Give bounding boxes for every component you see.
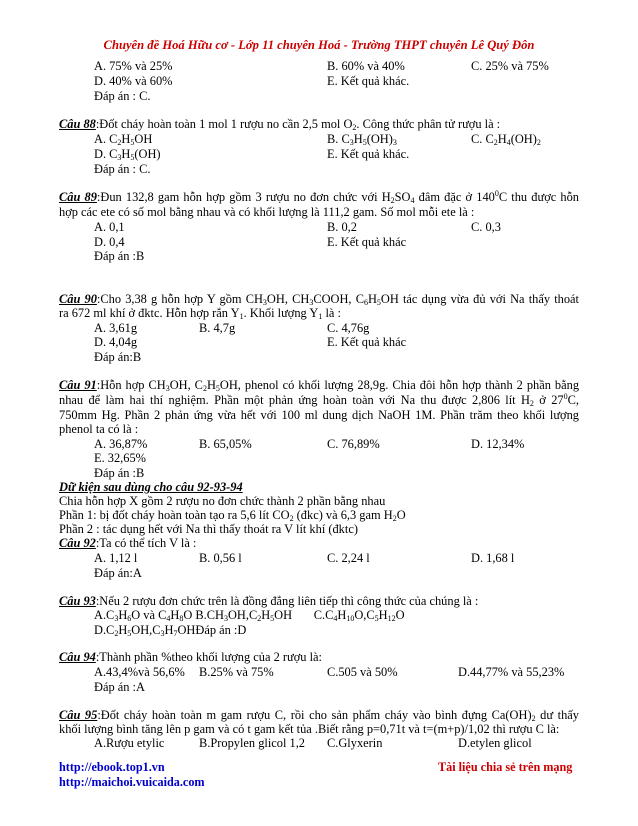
- question-91: Câu 91:Hỗn hợp $CH_3OH$, $C_2H_5OH$, phenol có khối lượng 28,9g. Chia đôi hỗn hợp thành 2 phần bằng: [59, 378, 580, 393]
- answer: Đáp án :B: [94, 249, 145, 263]
- option-c: C. 76,89%: [327, 437, 380, 451]
- option-c: C. 2,24 l: [327, 551, 370, 565]
- page-header: Chuyên đề Hoá Hữu cơ - Lớp 11 chuyên Hoá - Trường THPT chuyên Lê Quý Đôn: [103, 38, 535, 52]
- option-d: D. 1,68 l: [471, 551, 515, 565]
- option-e: E. Kết quả khác: [327, 335, 407, 349]
- option-e: E. Kết quả khác.: [327, 147, 410, 161]
- option-b: B. 0,2: [327, 220, 357, 234]
- option-c: C.505 và 50%: [327, 665, 398, 679]
- data-block-title: Dữ kiện sau dùng cho câu 92-93-94: [59, 480, 243, 494]
- question-label: Câu 89: [59, 190, 97, 204]
- question-label: Câu 91: [59, 378, 97, 392]
- option-a: A.43,4%và 56,6%: [94, 665, 185, 679]
- option-a: A. 36,87%: [94, 437, 148, 451]
- question-text: khối lượng bình tăng lên p gam và có t gam kết tủa .Biết rằng p=0,71t và t=(m+p)/1,02 thì rượu C là:: [59, 722, 560, 736]
- question-93: [59, 594, 478, 608]
- question-text: :Ta có thể tích V là :: [95, 536, 197, 550]
- option-d: D. 12,34%: [471, 437, 525, 451]
- footer-share-text: Tài liệu chia sẻ trên mạng: [438, 760, 573, 774]
- option-d: D. 4,04g: [94, 335, 138, 349]
- data-line: Chia hỗn hợp X gồm 2 rượu no đơn chức thành 2 phần bằng nhau: [59, 494, 386, 508]
- question-95: Câu 95:Đốt cháy hoàn toàn m gam rượu C, rồi cho sản phẩm cháy vào bình đựng $Ca(OH)_2$ dư thấy: [59, 708, 579, 723]
- answer: Đáp án : C.: [94, 162, 151, 176]
- option-c: C. 25% và 75%: [471, 59, 549, 73]
- option-b: B. 4,7g: [199, 321, 236, 335]
- question-label: Câu 95: [59, 708, 98, 722]
- answer: Đáp án :B: [94, 466, 145, 480]
- question-94: [59, 650, 322, 664]
- option-a: A.Rượu etylic: [94, 736, 165, 750]
- question-label: Câu 92: [59, 536, 96, 550]
- footer-link-ebook[interactable]: http://ebook.top1.vn: [59, 760, 165, 774]
- question-text: nhau để làm hai thí nghiệm. Phần một phản ứng hoàn toàn với Na thu được 2,806 lít $H_2$ ở $27^0C$,: [59, 392, 579, 408]
- question-label: Câu 88: [59, 117, 96, 131]
- answer: Đáp án:A: [94, 566, 142, 580]
- question-text: :Đốt cháy hoàn toàn 1 mol 1 rượu no cần 2,5 mol O: [95, 117, 353, 131]
- option-d: D.44,77% và 55,23%: [458, 665, 565, 679]
- question-92: [59, 536, 196, 550]
- option-d: D. 40% và 60%: [94, 74, 173, 88]
- answer: Đáp án :A: [94, 680, 145, 694]
- option-b: B.Propylen glicol 1,2: [199, 736, 306, 750]
- question-89: Câu 89:Đun 132,8 gam hỗn hợp gồm 3 rượu no đơn chức với $H_2SO_4$ đâm đặc ở $140^0C$ thu được hỗn: [59, 189, 579, 205]
- question-88: Câu 88:Đốt cháy hoàn toàn 1 mol 1 rượu no cần 2,5 mol $O_2$. Công thức phân tử rượu là :: [59, 117, 501, 132]
- option-e: E. 32,65%: [94, 451, 146, 465]
- option-d: D. 0,4: [94, 235, 125, 249]
- question-text: :Thành phần %theo khối lượng của 2 rượu là:: [95, 650, 322, 664]
- option-b: B. 60% và 40%: [327, 59, 405, 73]
- question-text: ra 672 ml khí ở đktc. Hỗn hợp rắn $Y_1$. Khối lượng $Y_1$ là :: [59, 306, 341, 321]
- option-c: C. $C_2H_4(OH)_2$: [471, 132, 541, 147]
- option-a: A. $C_2H_5OH$: [94, 132, 153, 147]
- option-d: D.etylen glicol: [458, 736, 532, 750]
- option-b: B. $C_3H_5(OH)_3$: [327, 132, 397, 147]
- options-line: $D.C_2H_5OH,C_3H_7OHĐáp$ án :D: [94, 623, 247, 638]
- footer-link-maichoi[interactable]: http://maichoi.vuicaida.com: [59, 775, 205, 789]
- option-b: B. 0,56 l: [199, 551, 242, 565]
- option-b: B.25% và 75%: [199, 665, 274, 679]
- question-label: Câu 93: [59, 594, 96, 608]
- question-text: :Nếu 2 rượu đơn chức trên là đồng đẳng liên tiếp thì công thức của chúng là :: [95, 594, 479, 608]
- option-a: A. 3,61g: [94, 321, 138, 335]
- options-line: $A.C_3H_6O$ và $C_4H_8O$ $B.CH_3OH,C_2H_5OH$ $C.C_4H_{10}O,C_5H_{12}O$: [94, 608, 405, 623]
- question-90: Câu 90:Cho 3,38 g hỗn hợp Y gồm $CH_3OH$, $CH_3COOH$, $C_6H_5OH$ tác dụng vừa đủ với Na thấy thoát: [59, 292, 579, 307]
- option-a: A. 1,12 l: [94, 551, 138, 565]
- option-c: C.Glyxerin: [327, 736, 383, 750]
- data-line: Phần 2 : tác dụng hết với Na thì thấy thoát ra V lít khí (đktc): [59, 522, 358, 536]
- data-line: Phần 1: bị đốt cháy hoàn toàn tạo ra 5,6 lít $CO_2$ (đkc) và 6,3 gam $H_2O$: [59, 508, 406, 523]
- question-text: hợp các ete có số mol bằng nhau và có khối lượng là 111,2 gam. Số mol mỗi ete là :: [59, 205, 475, 219]
- option-b: B. 65,05%: [199, 437, 252, 451]
- question-text: phenol ta có là :: [59, 422, 139, 436]
- option-c: C. 0,3: [471, 220, 501, 234]
- answer: Đáp án : C.: [94, 89, 151, 103]
- answer: Đáp án:B: [94, 350, 142, 364]
- option-c: C. 4,76g: [327, 321, 370, 335]
- option-a: A. 0,1: [94, 220, 125, 234]
- option-e: E. Kết quả khác.: [327, 74, 410, 88]
- question-label: Câu 90: [59, 292, 97, 306]
- question-text: 750mm Hg. Phần 2 phản ứng vừa hết với 100 ml dung dịch NaOH 1M. Phần trăm theo khối lượng: [59, 408, 579, 422]
- question-label: Câu 94: [59, 650, 96, 664]
- option-a: A. 75% và 25%: [94, 59, 173, 73]
- option-e: E. Kết quả khác: [327, 235, 407, 249]
- option-d: D. $C_3H_5(OH)$: [94, 147, 161, 162]
